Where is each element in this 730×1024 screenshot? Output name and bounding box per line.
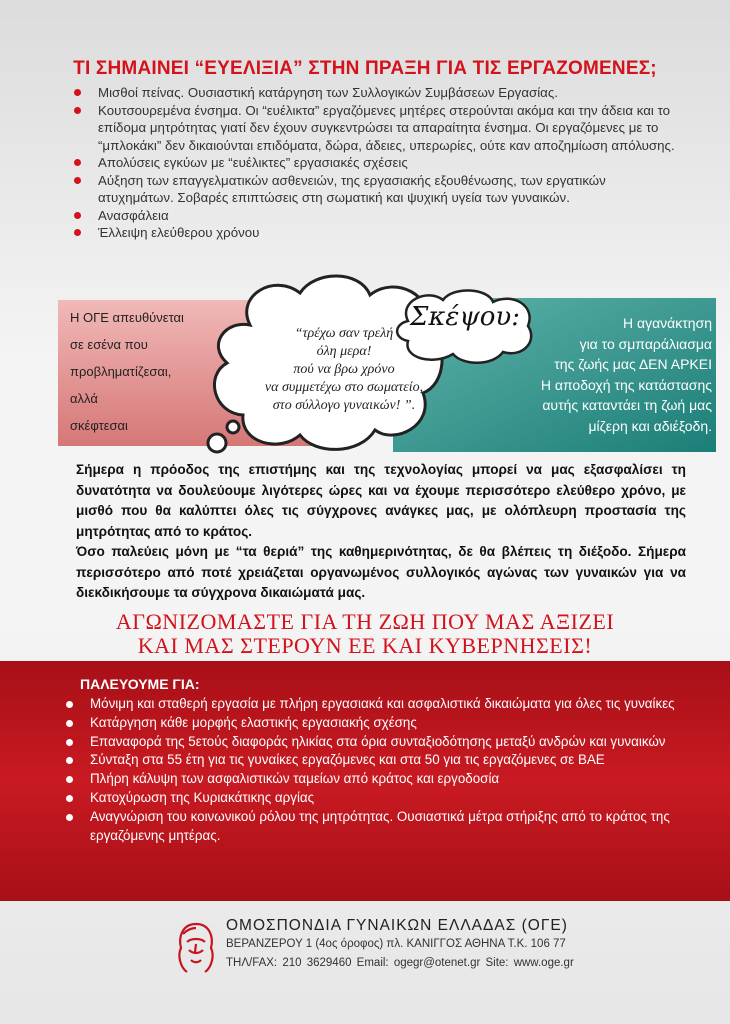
- quote-line: να συμμετέχω στο σωματείο,: [264, 380, 424, 395]
- list-item: Έλλειψη ελεύθερου χρόνου: [70, 224, 685, 242]
- demands-title: ΠΑΛΕΥΟΥΜΕ ΓΙΑ:: [80, 676, 200, 692]
- org-address: ΒΕΡΑΝΖΕΡΟΥ 1 (4ος όροφος) πλ. ΚΑΝΙΓΓΟΣ ΑΘΗΝΑ Τ.Κ. 106 77: [226, 938, 566, 950]
- teal-line: για το σμπαράλιασμα: [579, 335, 712, 352]
- pink-line: Η ΟΓΕ απευθύνεται: [70, 310, 184, 325]
- pink-panel-text: [70, 304, 210, 439]
- slogan: [0, 610, 730, 658]
- pink-line: προβληματίζεσαι,: [70, 364, 172, 379]
- list-item: Κατοχύρωση της Κυριακάτικης αργίας: [62, 789, 702, 808]
- quote-line: πού να βρω χρόνο: [293, 362, 395, 377]
- list-item: Αύξηση των επαγγελματικών ασθενειών, της εργασιακής εξουθένωσης, των εργατικών ατυχημάτων. Σοβαρές επιπτώσεις στη σωματική και ψυχική υγεία των γυναικών.: [70, 172, 685, 207]
- quote-line: όλη μερα!: [316, 344, 372, 359]
- pink-line: αλλά: [70, 391, 98, 406]
- think-word: Σκέψου:: [410, 302, 520, 332]
- slogan-line: ΚΑΙ ΜΑΣ ΣΤΕΡΟΥΝ ΕΕ ΚΑΙ ΚΥΒΕΡΝΗΣΕΙΣ!: [137, 633, 593, 658]
- quote-line: “τρέχω σαν τρελή: [294, 326, 394, 341]
- paragraph-text: Σήμερα η πρόοδος της επιστήμης και της τεχνολογίας μπορεί να μας εξασφαλίσει τη δυνατότητα να δουλεύουμε λιγότερες ώρες και να έχουμε περισσότερο ελεύθερο χρόνο, με μισθό που θα καλύπτει όλες τις σύγχρονες ανάγκες μας, με ολόπλευρη προστασία της μητρότητας από το κράτος.: [76, 462, 686, 539]
- list-item: Αναγνώριση του κοινωνικού ρόλου της μητρότητας. Ουσιαστικά μέτρα στήριξης από το κράτος της εργαζόμενης μητέρας.: [62, 808, 702, 846]
- paragraph-text: Όσο παλεύεις μόνη με “τα θεριά” της καθημερινότητας, δε θα βλέπεις τη διέξοδο. Σήμερα περισσότερο από ποτέ χρειάζεται οργανωμένος συλλογικός αγώνας των γυναικών για να διεκδικήσουμε τα σύγχρονα δικαιώματά μας.: [76, 544, 686, 600]
- pink-line: σκέφτεσαι: [70, 418, 128, 433]
- list-item: Απολύσεις εγκύων με “ευέλικτες” εργασιακές σχέσεις: [70, 154, 685, 172]
- list-item: Κατάργηση κάθε μορφής ελαστικής εργασιακής σχέσης: [62, 714, 702, 733]
- list-item: Κουτσουρεμένα ένσημα. Οι “ευέλικτα” εργαζόμενες μητέρες στερούνται ακόμα και την άδεια και το επίδομα μητρότητας γιατί δεν έχουν συγκεντρώσει τα απαραίτητα ένσημα. Οι εργαζόμενες με το “μπλοκάκι” δεν δικαιούνται επιδόματα, δώρα, άδειες, υπερωρίες, ούτε καν αποζημίωση απόλυσης.: [70, 102, 685, 155]
- teal-line: της ζωής μας ΔΕΝ ΑΡΚΕΙ: [554, 356, 712, 372]
- list-item: Μόνιμη και σταθερή εργασία με πλήρη εργασιακά και ασφαλιστικά δικαιώματα για όλες τις γυναίκες: [62, 695, 702, 714]
- quote-line: στο σύλλογο γυναικών! ”.: [272, 398, 416, 413]
- slogan-line: ΑΓΩΝΙΖΟΜΑΣΤΕ ΓΙΑ ΤΗ ΖΩΗ ΠΟΥ ΜΑΣ ΑΞΙΖΕΙ: [115, 609, 615, 634]
- list-item: Μισθοί πείνας. Ουσιαστική κατάργηση των Συλλογικών Συμβάσεων Εργασίας.: [70, 84, 685, 102]
- list-item: Ανασφάλεια: [70, 207, 685, 225]
- teal-line: μίζερη και αδιέξοδη.: [588, 417, 712, 434]
- teal-line: αυτής καταντάει τη ζωή μας: [542, 397, 712, 413]
- teal-line: Η αποδοχή της κατάστασης: [540, 376, 712, 393]
- flexibility-effects-list: [70, 84, 685, 242]
- oge-logo-icon: [173, 920, 219, 976]
- demands-list: [62, 695, 702, 845]
- list-item: Επαναφορά της 5ετούς διαφοράς ηλικίας στα όρια συνταξιοδότησης μεταξύ ανδρών και γυναικών: [62, 733, 702, 752]
- org-contact: ΤΗΛ/FAX: 210 3629460 Email: ogegr@otenet.gr Site: www.oge.gr: [226, 957, 574, 969]
- pink-line: σε εσένα που: [70, 337, 148, 352]
- main-paragraph: [76, 460, 686, 604]
- list-item: Πλήρη κάλυψη των ασφαλιστικών ταμείων από κράτος και εργοδοσία: [62, 770, 702, 789]
- page-headline: ΤΙ ΣΗΜΑΙΝΕΙ “ΕΥΕΛΙΞΙΑ” ΣΤΗΝ ΠΡΑΞΗ ΓΙΑ ΤΙΣ ΕΡΓΑΖΟΜΕΝΕΣ;: [73, 58, 657, 79]
- org-name: ΟΜΟΣΠΟΝΔΙΑ ΓΥΝΑΙΚΩΝ ΕΛΛΑΔΑΣ (ΟΓΕ): [226, 917, 568, 934]
- list-item: Σύνταξη στα 55 έτη για τις γυναίκες εργαζόμενες και στα 50 για τις εργαζόμενες σε ΒΑΕ: [62, 751, 702, 770]
- teal-line: Η αγανάκτηση: [622, 315, 712, 331]
